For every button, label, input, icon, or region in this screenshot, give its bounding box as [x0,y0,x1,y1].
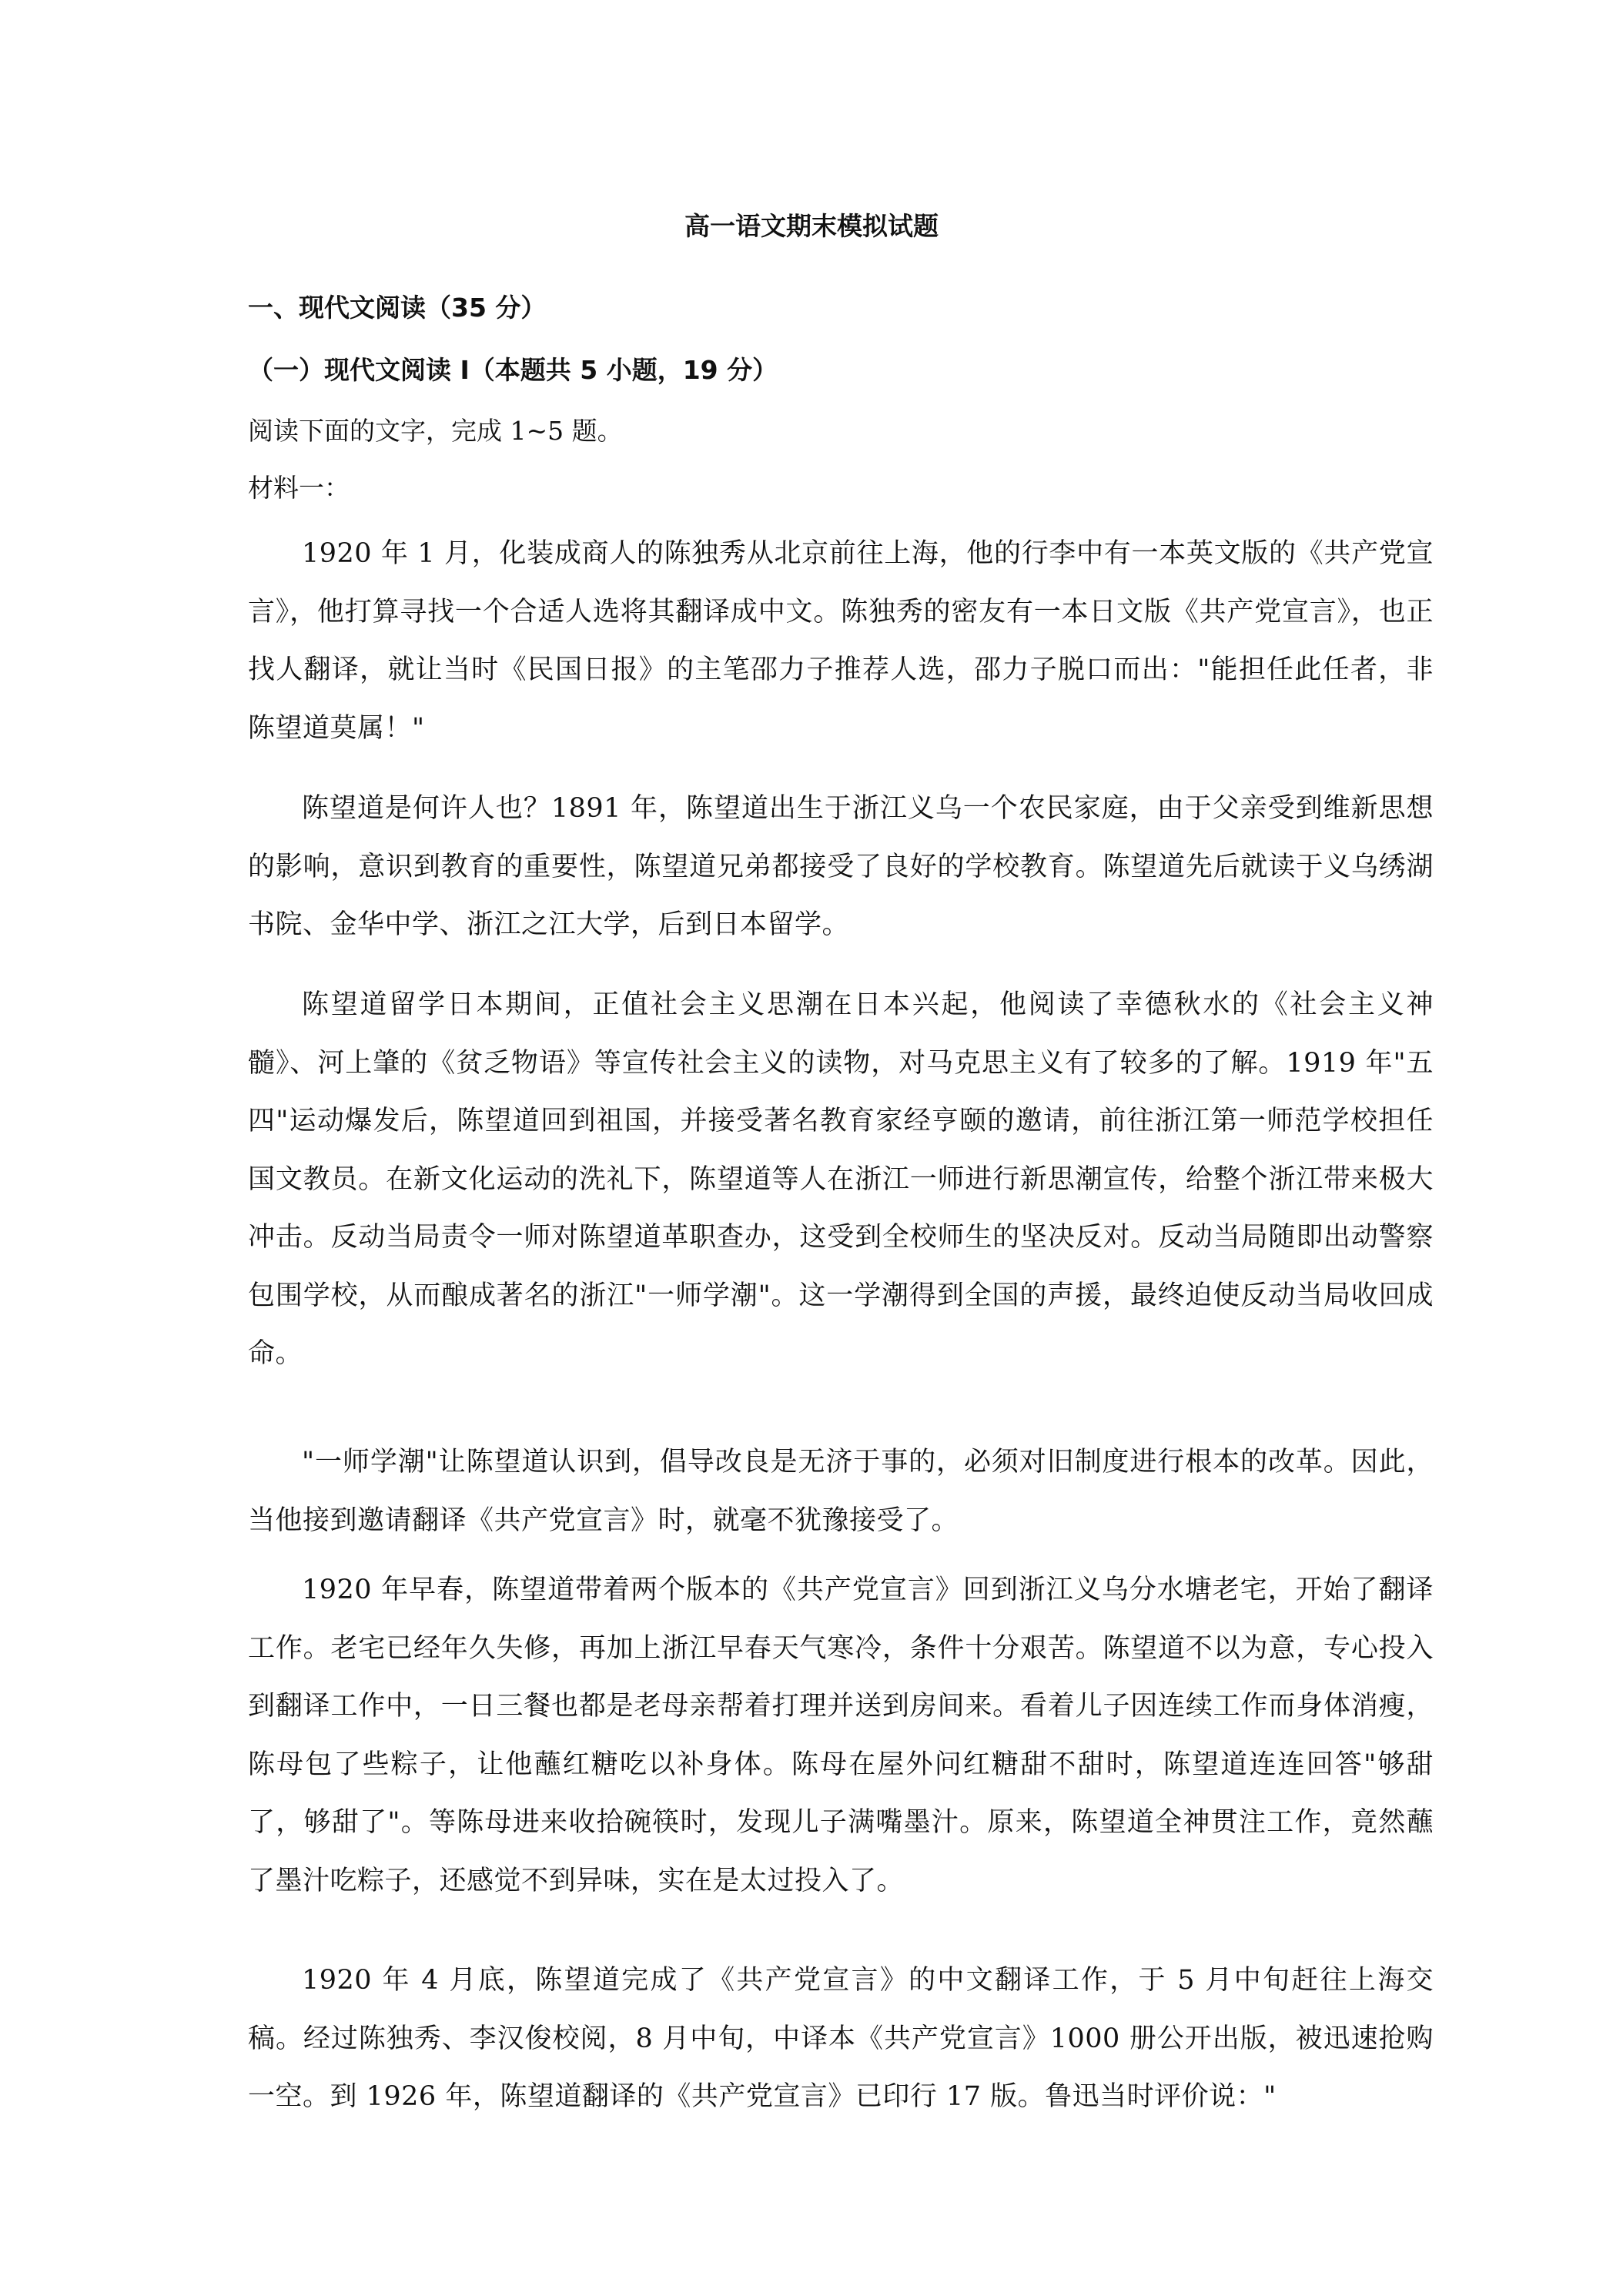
paragraph-4: "一师学潮"让陈望道认识到，倡导改良是无济于事的，必须对旧制度进行根本的改革。因此，当他接到邀请翻译《共产党宣言》时，就毫不犹豫接受了。 [248,1447,1434,1536]
paragraph-1: 1920 年 1 月，化装成商人的陈独秀从北京前往上海，他的行李中有一本英文版的《共产党宣言》，他打算寻找一个合适人选将其翻译成中文。陈独秀的密友有一本日文版《共产党宣言》，也正找人翻译，就让当时《民国日报》的主笔邵力子推荐人选，邵力子脱口而出："能担任此任者，非陈望道莫属！" [248,538,1434,744]
subsection-heading: （一）现代文阅读 I（本题共 5 小题，19 分） [248,355,778,385]
document-title: 高一语文期末模拟试题 [684,211,939,241]
material-label: 材料一： [248,473,350,503]
reading-instruction: 阅读下面的文字，完成 1~5 题。 [248,416,623,446]
paragraph-3: 陈望道留学日本期间，正值社会主义思潮在日本兴起，他阅读了幸德秋水的《社会主义神髓》、河上肇的《贫乏物语》等宣传社会主义的读物，对马克思主义有了较多的了解。1919 年"五四"运动爆发后，陈望道回到祖国，并接受著名教育家经亨颐的邀请，前往浙江第一师范学校担任国文教员。在新文化运动的洗礼下，陈望道等人在浙江一师进行新思潮宣传，给整个浙江带来极大冲击。反动当局责令一师对陈望道革职查办，这受到全校师生的坚决反对。反动当局随即出动警察包围学校，从而酿成著名的浙江"一师学潮"。这一学潮得到全国的声援，最终迫使反动当局收回成命。 [248,989,1434,1369]
section-heading: 一、现代文阅读（35 分） [248,293,547,323]
paragraph-5: 1920 年早春，陈望道带着两个版本的《共产党宣言》回到浙江义乌分水塘老宅，开始了翻译工作。老宅已经年久失修，再加上浙江早春天气寒冷，条件十分艰苦。陈望道不以为意，专心投入到翻译工作中，一日三餐也都是老母亲帮着打理并送到房间来。看着儿子因连续工作而身体消瘦，陈母包了些粽子，让他蘸红糖吃以补身体。陈母在屋外问红糖甜不甜时，陈望道连连回答"够甜了，够甜了"。等陈母进来收拾碗筷时，发现儿子满嘴墨汁。原来，陈望道全神贯注工作，竟然蘸了墨汁吃粽子，还感觉不到异味，实在是太过投入了。 [248,1575,1434,1896]
paragraph-6: 1920 年 4 月底，陈望道完成了《共产党宣言》的中文翻译工作，于 5 月中旬赶往上海交稿。经过陈独秀、李汉俊校阅，8 月中旬，中译本《共产党宣言》1000 册公开出版，被迅速抢购一空。到 1926 年，陈望道翻译的《共产党宣言》已印行 17 版。鲁迅当时评价说：" [248,1965,1434,2112]
paragraph-2: 陈望道是何许人也？1891 年，陈望道出生于浙江义乌一个农民家庭，由于父亲受到维新思想的影响，意识到教育的重要性，陈望道兄弟都接受了良好的学校教育。陈望道先后就读于义乌绣湖书院、金华中学、浙江之江大学，后到日本留学。 [248,793,1434,940]
